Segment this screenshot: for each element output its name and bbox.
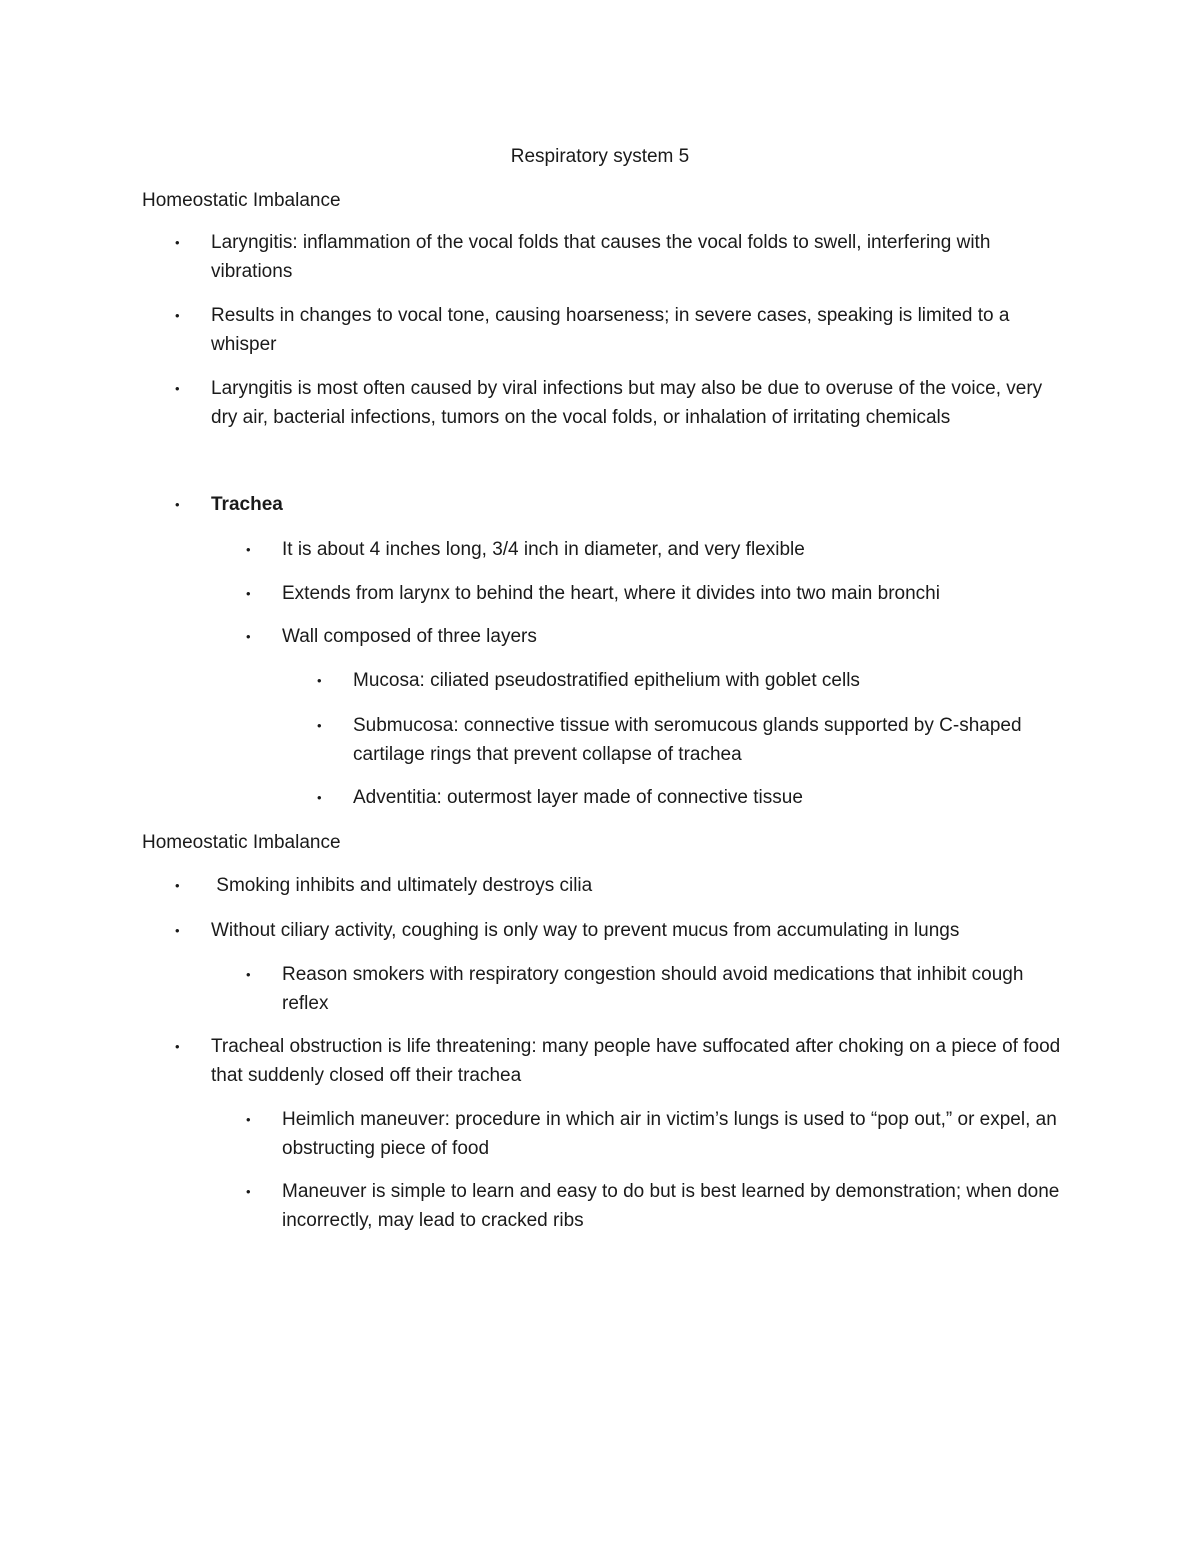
list-item-text: Heimlich maneuver: procedure in which air in victim’s lungs is used to “pop out,” or expel, an obstructing piece of food <box>282 1109 1057 1159</box>
list-item <box>317 784 1073 813</box>
bullet-icon: • <box>246 1112 251 1127</box>
bullet-icon: • <box>175 235 180 250</box>
list-item-text: Tracheal obstruction is life threatening: many people have suffocated after choking on a piece of food that suddenly closed off their trachea <box>211 1036 1061 1086</box>
list-item-text: Reason smokers with respiratory congestion should avoid medications that inhibit cough reflex <box>282 964 1024 1014</box>
list-item <box>175 302 1071 359</box>
bullet-icon: • <box>317 790 322 805</box>
section-heading-homeostatic-imbalance-2: Homeostatic Imbalance <box>142 832 341 853</box>
list-item-text: Smoking inhibits and ultimately destroys cilia <box>211 875 593 896</box>
bullet-icon: • <box>246 542 251 557</box>
list-item <box>246 1178 1072 1235</box>
list-item <box>317 712 1073 769</box>
list-item <box>246 580 1072 609</box>
list-item <box>175 872 1071 901</box>
list-item-text: Adventitia: outermost layer made of connective tissue <box>353 787 803 808</box>
section-heading-homeostatic-imbalance-1: Homeostatic Imbalance <box>142 190 341 211</box>
bullet-icon: • <box>317 718 322 733</box>
bullet-icon: • <box>175 1039 180 1054</box>
list-item <box>175 229 1071 286</box>
list-item-text: Maneuver is simple to learn and easy to do but is best learned by demonstration; when done incorrectly, may lead to cracked ribs <box>282 1181 1060 1231</box>
bullet-icon: • <box>246 967 251 982</box>
list-item-text: Laryngitis: inflammation of the vocal folds that causes the vocal folds to swell, interfering with vibrations <box>211 232 991 282</box>
list-item-text: Mucosa: ciliated pseudostratified epithelium with goblet cells <box>353 670 860 691</box>
list-item <box>246 536 1072 565</box>
bullet-icon: • <box>175 497 180 512</box>
list-item <box>246 623 1072 652</box>
list-item-text: Results in changes to vocal tone, causing hoarseness; in severe cases, speaking is limited to a whisper <box>211 305 1010 355</box>
bullet-icon: • <box>246 629 251 644</box>
bullet-icon: • <box>175 308 180 323</box>
list-item-text: It is about 4 inches long, 3/4 inch in diameter, and very flexible <box>282 539 805 560</box>
list-item-text: Submucosa: connective tissue with seromucous glands supported by C-shaped cartilage rings that prevent collapse of trachea <box>353 715 1022 765</box>
document-title: Respiratory system 5 <box>510 146 690 167</box>
list-item-text: Wall composed of three layers <box>282 626 537 647</box>
bullet-icon: • <box>246 1184 251 1199</box>
bullet-icon: • <box>175 381 180 396</box>
list-item <box>246 1106 1072 1163</box>
list-item <box>246 961 1072 1018</box>
list-item <box>175 1033 1071 1090</box>
list-item <box>175 375 1071 432</box>
list-item-text: Without ciliary activity, coughing is only way to prevent mucus from accumulating in lungs <box>211 920 960 941</box>
list-item <box>175 917 1071 946</box>
list-item-text: Extends from larynx to behind the heart, where it divides into two main bronchi <box>282 583 940 604</box>
list-item-trachea <box>175 491 1071 520</box>
bullet-icon: • <box>175 878 180 893</box>
list-item-text: Trachea <box>211 494 283 515</box>
list-item <box>317 667 1073 696</box>
bullet-icon: • <box>175 923 180 938</box>
bullet-icon: • <box>246 586 251 601</box>
bullet-icon: • <box>317 673 322 688</box>
list-item-text: Laryngitis is most often caused by viral infections but may also be due to overuse of the voice, very dry air, bacterial infections, tumors on the vocal folds, or inhalation of irritating chemicals <box>211 378 1043 428</box>
